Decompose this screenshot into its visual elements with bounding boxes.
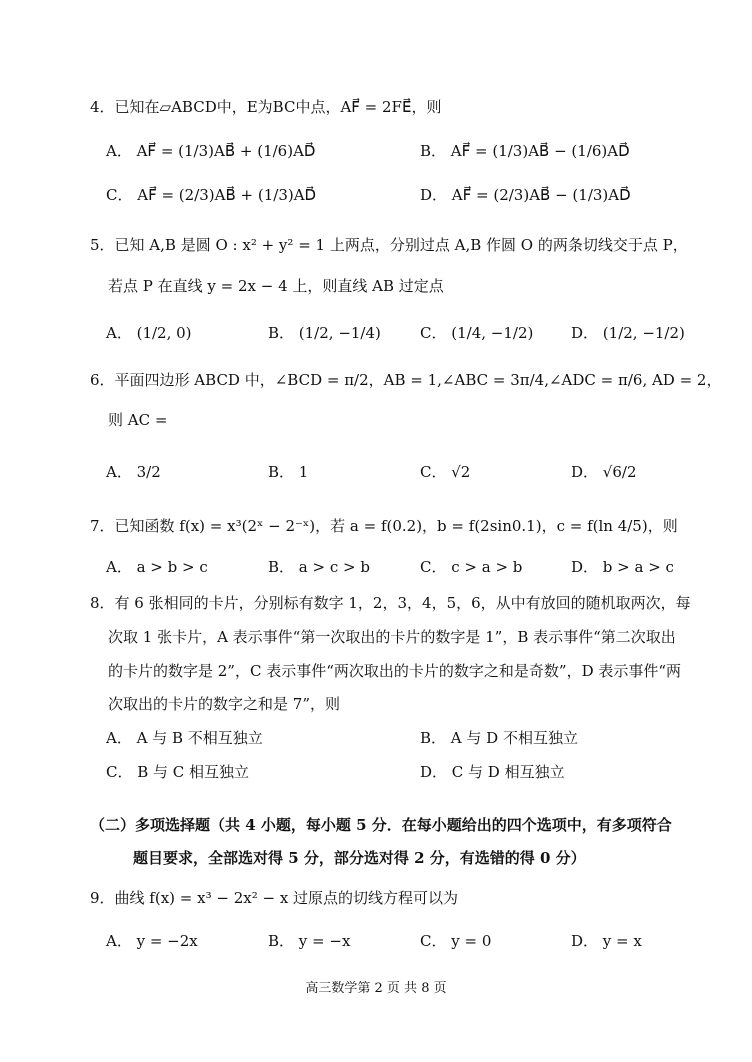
question-8-stem-line4: 次取出的卡片的数字之和是 7”，则 (108, 695, 340, 713)
question-6-option-a: A． 3/2 (106, 463, 161, 481)
question-4-stem: 4．已知在▱ABCD中，E为BC中点，AF⃗ = 2FE⃗，则 (90, 98, 442, 116)
question-7-option-d: D． b > a > c (571, 558, 674, 576)
question-7-stem: 7．已知函数 f(x) = x³(2ˣ − 2⁻ˣ)，若 a = f(0.2)，b = f(2sin0.1)，c = f(ln 4/5)，则 (90, 517, 678, 535)
question-5-option-a: A． (1/2, 0) (106, 324, 192, 342)
section-heading-line1: （二）多项选择题（共 4 小题，每小题 5 分．在每小题给出的四个选项中，有多项符合 (90, 816, 672, 834)
question-6-option-c: C． √2 (420, 463, 471, 481)
question-8-option-c: C． B 与 C 相互独立 (106, 763, 250, 781)
section-heading-line2: 题目要求，全部选对得 5 分，部分选对得 2 分，有选错的得 0 分） (133, 849, 586, 867)
question-5-option-b: B． (1/2, −1/4) (268, 324, 381, 342)
question-7-option-b: B． a > c > b (268, 558, 370, 576)
question-5-option-c: C． (1/4, −1/2) (420, 324, 534, 342)
question-8-stem-line1: 8．有 6 张相同的卡片，分别标有数字 1，2，3，4，5，6，从中有放回的随机取两次，每 (90, 594, 691, 612)
question-6-option-b: B． 1 (268, 463, 309, 481)
question-9-option-a: A． y = −2x (106, 932, 198, 950)
question-5-stem-line1: 5．已知 A,B 是圆 O : x² + y² = 1 上两点，分别过点 A,B 作圆 O 的两条切线交于点 P， (90, 236, 688, 254)
question-8-stem-line3: 的卡片的数字是 2”，C 表示事件“两次取出的卡片的数字之和是奇数”，D 表示事件“两 (108, 662, 682, 680)
question-4-option-b: B． AF⃗ = (1/3)AB⃗ − (1/6)AD⃗ (420, 142, 630, 160)
question-9-option-b: B． y = −x (268, 932, 351, 950)
question-5-option-d: D． (1/2, −1/2) (571, 324, 685, 342)
question-4-option-d: D． AF⃗ = (2/3)AB⃗ − (1/3)AD⃗ (420, 186, 631, 204)
question-6-stem-line1: 6．平面四边形 ABCD 中，∠BCD = π/2，AB = 1,∠ABC = 3π/4,∠ADC = π/6, AD = 2， (90, 371, 722, 389)
question-6-option-d: D． √6/2 (571, 463, 637, 481)
question-4-option-c: C． AF⃗ = (2/3)AB⃗ + (1/3)AD⃗ (106, 186, 317, 204)
question-9-option-d: D． y = x (571, 932, 642, 950)
question-8-option-d: D． C 与 D 相互独立 (420, 763, 565, 781)
question-9-option-c: C． y = 0 (420, 932, 492, 950)
question-8-stem-line2: 次取 1 张卡片，A 表示事件“第一次取出的卡片的数字是 1”，B 表示事件“第二次取出 (108, 628, 676, 646)
question-6-stem-line2: 则 AC = (108, 411, 168, 429)
question-7-option-c: C． c > a > b (420, 558, 523, 576)
question-9-stem: 9．曲线 f(x) = x³ − 2x² − x 过原点的切线方程可以为 (90, 889, 459, 907)
page-footer: 高三数学第 2 页 共 8 页 (305, 981, 447, 996)
question-8-option-b: B． A 与 D 不相互独立 (420, 729, 578, 747)
question-4-option-a: A． AF⃗ = (1/3)AB⃗ + (1/6)AD⃗ (106, 142, 316, 160)
question-8-option-a: A． A 与 B 不相互独立 (106, 729, 263, 747)
question-7-option-a: A． a > b > c (106, 558, 208, 576)
question-5-stem-line2: 若点 P 在直线 y = 2x − 4 上，则直线 AB 过定点 (108, 277, 444, 295)
